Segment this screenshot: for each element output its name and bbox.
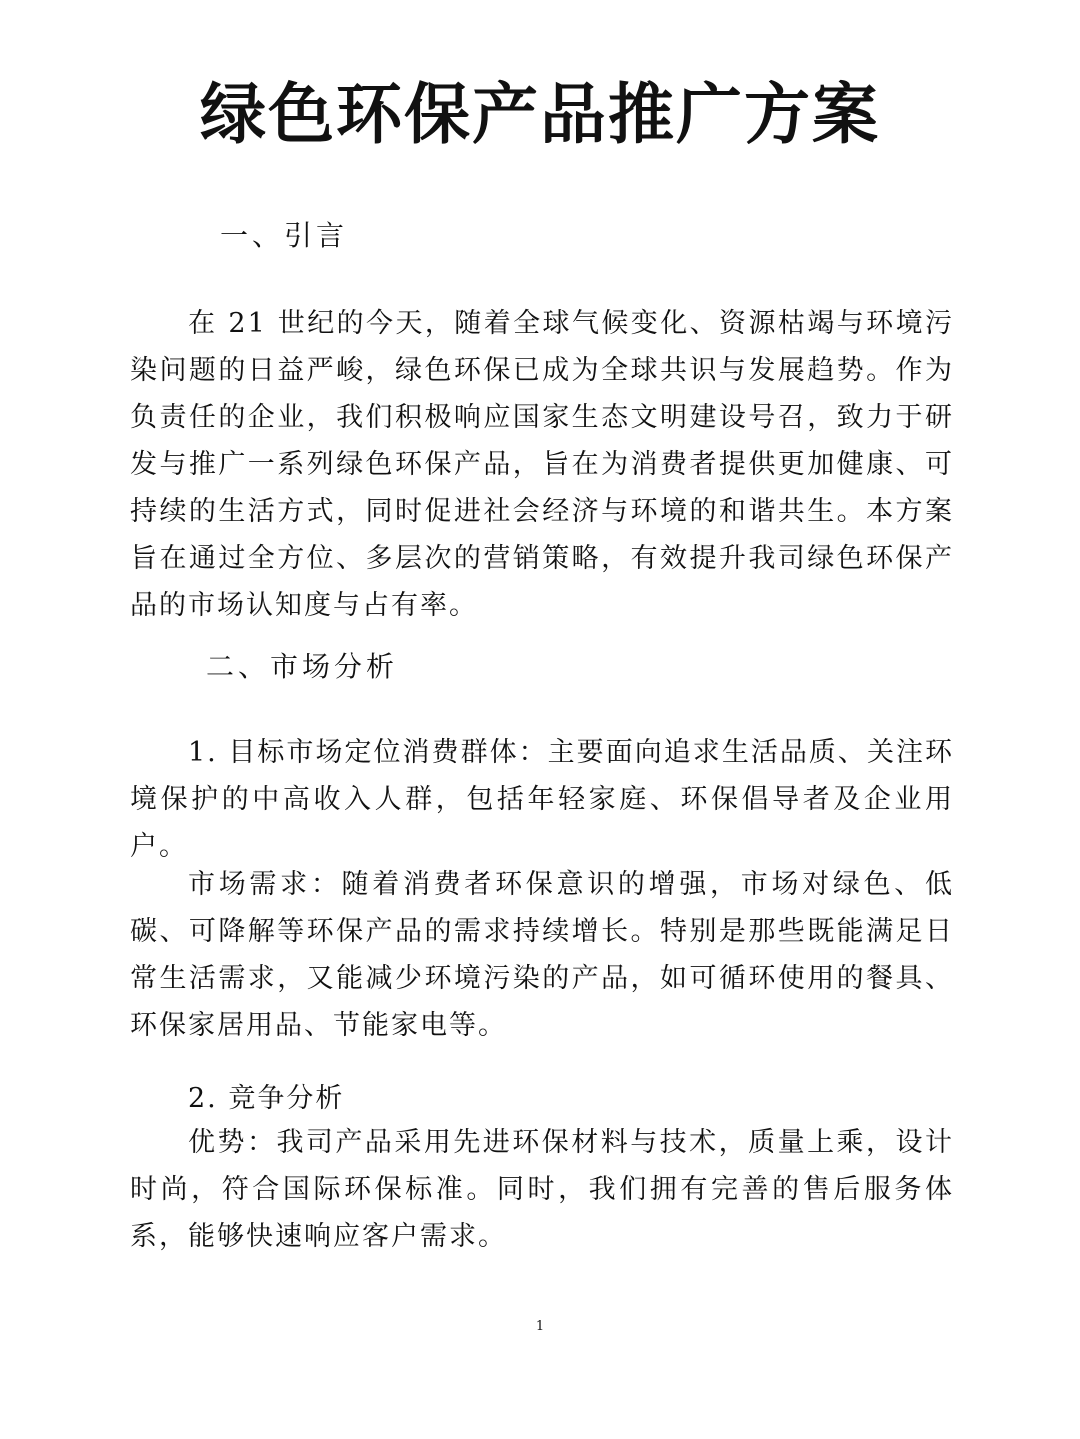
page-number: 1 <box>535 1319 545 1334</box>
market-demand-paragraph: 市场需求：随着消费者环保意识的增强，市场对绿色、低碳、可降解等环保产品的需求持续增长。特别是那些既能满足日常生活需求，又能减少环境污染的产品，如可循环使用的餐具、环保家居用品、节能家电等。 <box>130 869 954 1041</box>
introduction-paragraph: 在 21 世纪的今天，随着全球气候变化、资源枯竭与环境污染问题的日益严峻，绿色环保已成为全球共识与发展趋势。作为负责任的企业，我们积极响应国家生态文明建设号召，致力于研发与推广一系列绿色环保产品，旨在为消费者提供更加健康、可持续的生活方式，同时促进社会经济与环境的和谐共生。本方案旨在通过全方位、多层次的营销策略，有效提升我司绿色环保产品的市场认知度与占有率。 <box>130 308 954 621</box>
target-market-paragraph: 1. 目标市场定位消费群体：主要面向追求生活品质、关注环境保护的中高收入人群，包括年轻家庭、环保倡导者及企业用户。 <box>130 737 954 862</box>
section-heading-introduction: 一、引言 <box>220 219 349 252</box>
competition-analysis-heading: 2. 竞争分析 <box>188 1083 345 1114</box>
section-heading-market-analysis: 二、市场分析 <box>206 650 399 683</box>
advantages-paragraph: 优势：我司产品采用先进环保材料与技术，质量上乘，设计时尚，符合国际环保标准。同时，我们拥有完善的售后服务体系，能够快速响应客户需求。 <box>130 1127 954 1252</box>
document-title: 绿色环保产品推广方案 <box>200 75 880 153</box>
